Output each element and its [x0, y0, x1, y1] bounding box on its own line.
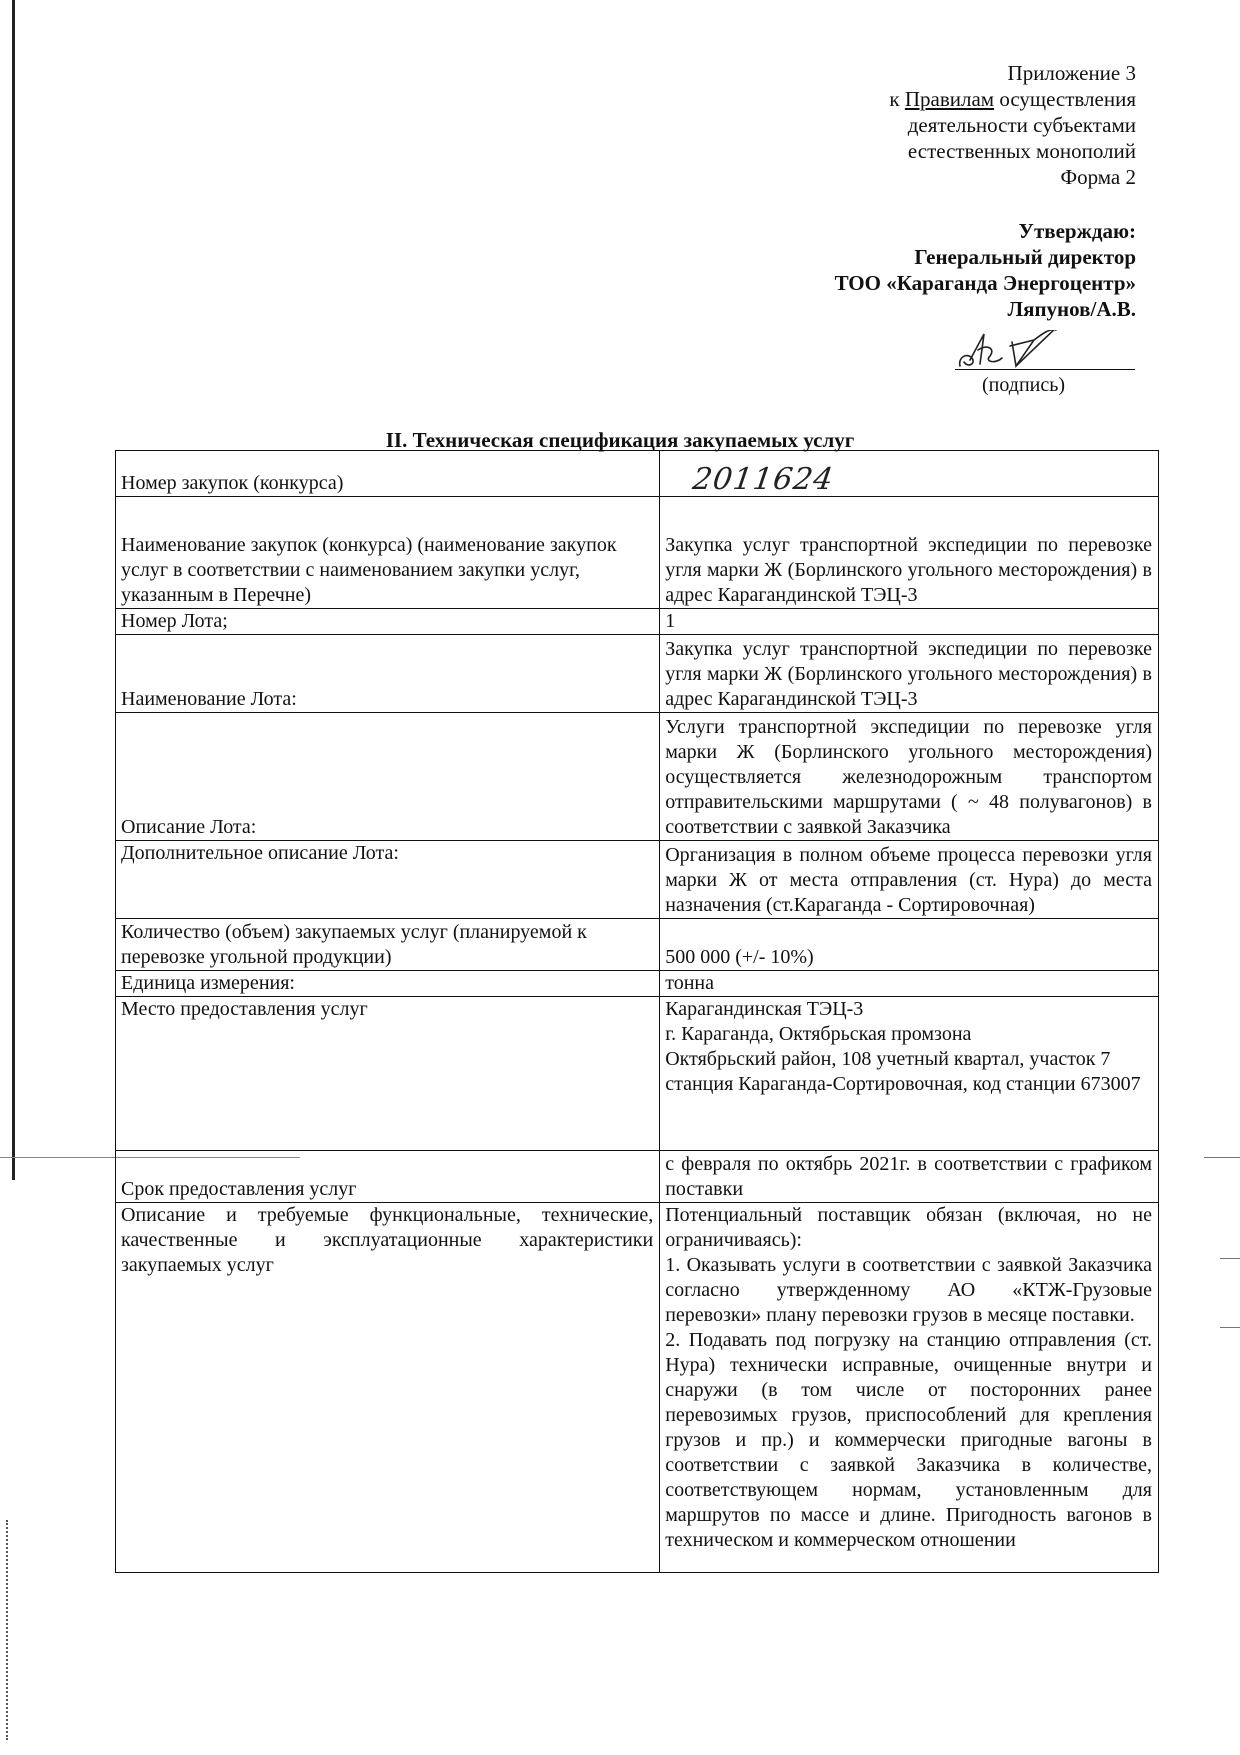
appendix-header: Приложение 3 к Правилам осуществления деятельности субъектами естественных монополий Форма 2 [889, 61, 1136, 189]
scan-edge [6, 1520, 10, 1740]
table-row [116, 841, 1159, 919]
form-number: Форма 2 [1060, 165, 1136, 189]
signature-icon [950, 330, 1135, 370]
signature-caption: (подпись) [982, 374, 1066, 396]
table-row [116, 497, 1159, 609]
table-row [116, 1203, 1159, 1573]
section-title: II. Техническая спецификация закупаемых услуг [385, 428, 855, 452]
scan-mark [1204, 1157, 1240, 1158]
row-value: Закупка услуг транспортной экспедиции по перевозке угля марки Ж (Борлинского угольного месторождения) в адрес Карагандинской ТЭЦ-3 [660, 497, 1159, 609]
row-label: Количество (объем) закупаемых услуг (планируемой к перевозке угольной продукции) [116, 919, 660, 971]
table-row [116, 1151, 1159, 1203]
table-row [116, 713, 1159, 841]
table-row [116, 609, 1159, 635]
scan-mark [1220, 1327, 1240, 1328]
row-label: Наименование Лота: [116, 635, 660, 713]
row-value: 1 [660, 609, 1159, 635]
table-row [116, 451, 1159, 497]
row-label: Место предоставления услуг [116, 997, 660, 1151]
appendix-number: Приложение 3 [1007, 61, 1136, 85]
scan-edge [12, 0, 15, 1180]
rules-link[interactable]: Правилам [904, 87, 995, 111]
table-row [116, 919, 1159, 971]
approver-name: Ляпунов/А.В. [1007, 297, 1136, 321]
row-value: Организация в полном объеме процесса перевозки угля марки Ж от места отправления (ст. Нура) до места назначения (ст.Караганда - Сортировочная) [660, 841, 1159, 919]
procurement-number-handwritten: 2011624 [690, 462, 837, 497]
row-label: Описание и требуемые функциональные, технические, качественные и эксплуатационные характеристики закупаемых услуг [116, 1203, 660, 1573]
row-label: Описание Лота: [116, 713, 660, 841]
row-value: тонна [660, 971, 1159, 997]
row-label: Номер закупок (конкурса) [116, 451, 660, 497]
row-label: Срок предоставления услуг [116, 1151, 660, 1203]
table-row [116, 971, 1159, 997]
row-value: Закупка услуг транспортной экспедиции по перевозке угля марки Ж (Борлинского угольного месторождения) в адрес Карагандинской ТЭЦ-3 [660, 635, 1159, 713]
approval-block [835, 218, 1136, 322]
approve-label: Утверждаю: [1018, 219, 1136, 243]
table-row [116, 997, 1159, 1151]
technical-specification-table [115, 450, 1159, 1573]
row-value: Услуги транспортной экспедиции по перевозке угля марки Ж (Борлинского угольного месторождения) осуществляется железнодорожным транспортом отправительскими маршрутами ( ~ 48 полувагонов) в соответствии с заявкой Заказчика [660, 713, 1159, 841]
row-value: 500 000 (+/- 10%) [660, 919, 1159, 971]
row-value: Потенциальный поставщик обязан (включая, но не ограничиваясь): 1. Оказывать услуги в соответствии с заявкой Заказчика согласно утвержденному АО «КТЖ-Грузовые перевозки» плану перевозки грузов в месяце поставки. 2. Подавать под погрузку на станцию отправления (ст. Нура) технически исправные, очищенные внутри и снаружи (в том числе от посторонних ранее перевозимых грузов, приспособлений для крепления грузов и пр.) и коммерчески пригодные вагоны в соответствии с заявкой Заказчика в количестве, соответствующем нормам, установленным для маршрутов по массе и длине. Пригодность вагонов в техническом и коммерческом отношении [660, 1203, 1159, 1573]
approver-position: Генеральный директор [914, 245, 1136, 269]
signature-line [955, 369, 1135, 370]
rules-reference: к Правилам осуществления [889, 87, 1136, 111]
table-row [116, 635, 1159, 713]
row-value: Карагандинская ТЭЦ-3 г. Караганда, Октябрьская промзона Октябрьский район, 108 учетный квартал, участок 7 станция Караганда-Сортировочная, код станции 673007 [660, 997, 1159, 1151]
approver-company: ТОО «Караганда Энергоцентр» [834, 271, 1136, 295]
row-label: Наименование закупок (конкурса) (наименование закупок услуг в соответствии с наименованием закупки услуг, указанным в Перечне) [116, 497, 660, 609]
procurement-number-cell [660, 451, 1159, 497]
row-label: Дополнительное описание Лота: [116, 841, 660, 919]
row-value: с февраля по октябрь 2021г. в соответствии с графиком поставки [660, 1151, 1159, 1203]
row-label: Номер Лота; [116, 609, 660, 635]
row-label: Единица измерения: [116, 971, 660, 997]
scan-mark [1220, 1258, 1240, 1259]
